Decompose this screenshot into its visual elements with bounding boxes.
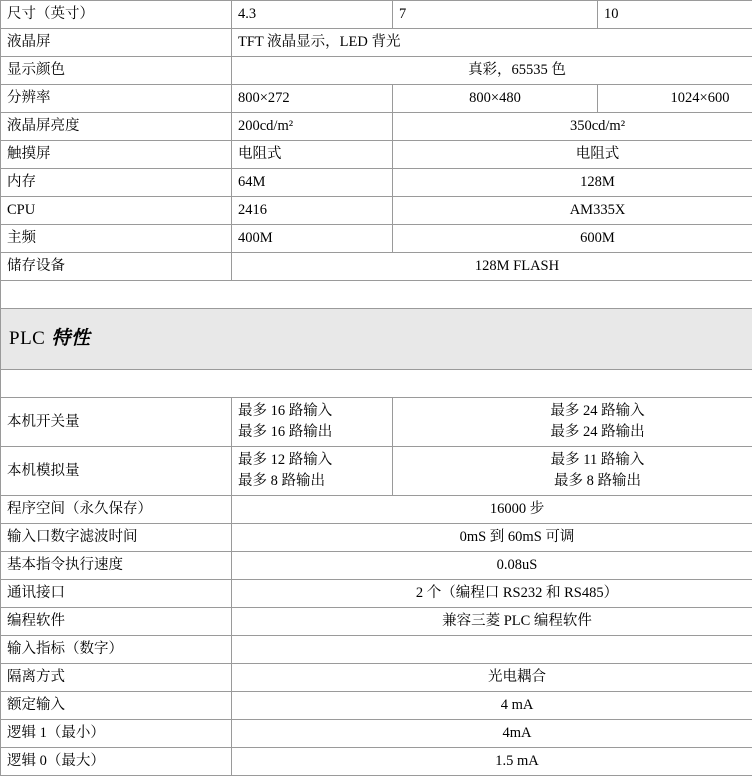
subsection-row — [1, 636, 752, 664]
row-value-line: 最多 24 路输出 — [399, 422, 752, 443]
row-label: 液晶屏亮度 — [1, 113, 232, 141]
table-row — [1, 225, 752, 253]
row-value: 4mA — [232, 720, 752, 748]
row-value: 200cd/m² — [232, 113, 393, 141]
row-label: 尺寸（英寸） — [1, 1, 232, 29]
section-header-cell — [1, 309, 752, 370]
table-row — [1, 447, 752, 496]
table-row — [1, 197, 752, 225]
row-value: 0.08uS — [232, 552, 752, 580]
row-value-line: 最多 24 路输入 — [399, 401, 752, 422]
row-value-line: 最多 16 路输出 — [238, 422, 386, 443]
row-label: 主频 — [1, 225, 232, 253]
table-row — [1, 57, 752, 85]
row-value: 电阻式 — [393, 141, 752, 169]
row-label: 额定输入 — [1, 692, 232, 720]
row-value: 2416 — [232, 197, 393, 225]
row-label: 触摸屏 — [1, 141, 232, 169]
table-row — [1, 169, 752, 197]
row-value-line: 最多 8 路输出 — [399, 471, 752, 492]
row-value: 128M FLASH — [232, 253, 752, 281]
row-value: 真彩，65535 色 — [232, 57, 752, 85]
row-value: 兼容三菱 PLC 编程软件 — [232, 608, 752, 636]
section-title-emphasis: 特性 — [45, 328, 90, 349]
row-label: 输入口数字滤波时间 — [1, 524, 232, 552]
section-title-prefix: PLC — [9, 328, 45, 349]
table-row — [1, 608, 752, 636]
display-spec-body — [1, 1, 752, 776]
row-value: 128M — [393, 169, 752, 197]
row-label: 基本指令执行速度 — [1, 552, 232, 580]
table-row — [1, 524, 752, 552]
row-value: 64M — [232, 169, 393, 197]
row-label: 储存设备 — [1, 253, 232, 281]
spacer-row — [1, 370, 752, 398]
row-label: 隔离方式 — [1, 664, 232, 692]
table-row — [1, 253, 752, 281]
table-row — [1, 113, 752, 141]
row-value: 光电耦合 — [232, 664, 752, 692]
row-label: 编程软件 — [1, 608, 232, 636]
table-row — [1, 85, 752, 113]
row-value — [393, 398, 752, 447]
table-row — [1, 664, 752, 692]
table-row — [1, 552, 752, 580]
spacer-row — [1, 281, 752, 309]
table-row — [1, 580, 752, 608]
row-value: 4.3 — [232, 1, 393, 29]
row-value — [232, 398, 393, 447]
row-value: TFT 液晶显示，LED 背光 — [232, 29, 752, 57]
section-header-row — [1, 309, 752, 370]
table-row — [1, 496, 752, 524]
row-label: 逻辑 1（最小） — [1, 720, 232, 748]
row-label: 液晶屏 — [1, 29, 232, 57]
spacer-cell — [1, 281, 752, 309]
subsection-label: 输入指标（数字） — [1, 636, 232, 664]
row-value: 16000 步 — [232, 496, 752, 524]
row-value: 800×480 — [393, 85, 598, 113]
row-value: 400M — [232, 225, 393, 253]
section-title — [9, 328, 90, 349]
row-label: 逻辑 0（最大） — [1, 748, 232, 776]
row-label: 显示颜色 — [1, 57, 232, 85]
row-value-line: 最多 16 路输入 — [238, 401, 386, 422]
row-value-line: 最多 11 路输入 — [399, 450, 752, 471]
row-label: CPU — [1, 197, 232, 225]
table-row — [1, 398, 752, 447]
row-label: 内存 — [1, 169, 232, 197]
row-value: AM335X — [393, 197, 752, 225]
row-value: 1.5 mA — [232, 748, 752, 776]
row-value: 7 — [393, 1, 598, 29]
row-label: 分辨率 — [1, 85, 232, 113]
row-value: 4 mA — [232, 692, 752, 720]
row-value: 电阻式 — [232, 141, 393, 169]
row-label: 通讯接口 — [1, 580, 232, 608]
row-value-line: 最多 12 路输入 — [238, 450, 386, 471]
table-row — [1, 692, 752, 720]
row-value: 0mS 到 60mS 可调 — [232, 524, 752, 552]
table-row — [1, 1, 752, 29]
row-value: 10 — [598, 1, 752, 29]
row-value: 350cd/m² — [393, 113, 752, 141]
row-value: 800×272 — [232, 85, 393, 113]
table-row — [1, 720, 752, 748]
row-value: 1024×600 — [598, 85, 752, 113]
spacer-cell — [1, 370, 752, 398]
row-value — [393, 447, 752, 496]
table-row — [1, 29, 752, 57]
row-value: 600M — [393, 225, 752, 253]
row-value-line: 最多 8 路输出 — [238, 471, 386, 492]
row-label: 本机开关量 — [1, 398, 232, 447]
row-label: 本机模拟量 — [1, 447, 232, 496]
row-label: 程序空间（永久保存） — [1, 496, 232, 524]
row-value — [232, 447, 393, 496]
table-row — [1, 141, 752, 169]
table-row — [1, 748, 752, 776]
row-value: 2 个（编程口 RS232 和 RS485） — [232, 580, 752, 608]
subsection-value — [232, 636, 752, 664]
